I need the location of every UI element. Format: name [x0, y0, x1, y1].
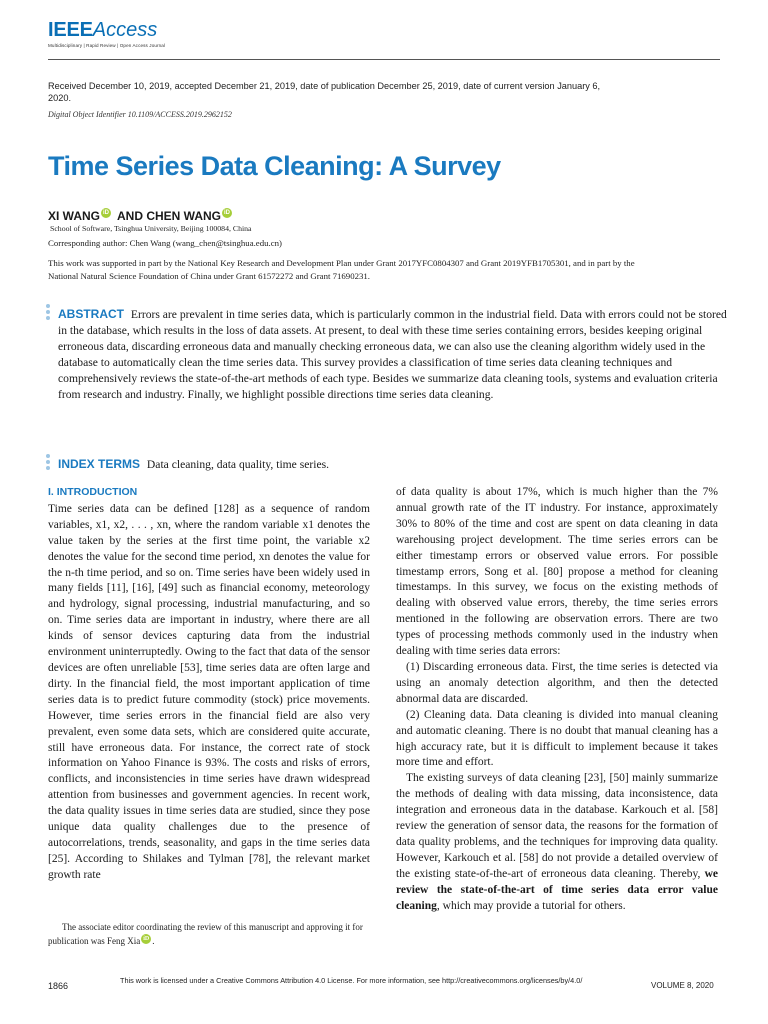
orcid-icon[interactable]: iD [143, 936, 150, 942]
index-terms [58, 456, 329, 473]
author-line [48, 208, 235, 224]
paragraph-text: The existing surveys of data cleaning [23], [50] mainly summarize the methods of dealing with data missing, data inconsistence, data integration and erroneous data in the database. Karkouch et al. [58] review the generation of sensor data, the reasons for the formation of data quality problems, and the techniques for improving data quality. However, Karkouch et al. [58] do not provide a detailed overview of the existing state-of-the-art of erroneous data cleaning. Thereby, [396, 772, 718, 880]
logo-wordmark [48, 18, 165, 42]
abstract-marker-icon [46, 304, 52, 322]
section-heading: I. INTRODUCTION [48, 486, 138, 498]
paragraph-text-end: , which may provide a tutorial for others. [436, 899, 626, 912]
affiliation: School of Software, Tsinghua University, Beijing 100084, China [50, 224, 252, 233]
received-dates: Received December 10, 2019, accepted December 21, 2019, date of publication December 25, 2019, date of current version January 6, 2020. [48, 81, 601, 103]
index-terms-label: INDEX TERMS [58, 457, 141, 471]
journal-logo [48, 18, 165, 50]
corresponding-author: Corresponding author: Chen Wang (wang_chen@tsinghua.edu.cn) [48, 238, 282, 248]
paragraph: (1) Discarding erroneous data. First, the time series is detected via using an anomaly detection algorithm, and then the detected abnormal data are discarded. [396, 660, 718, 705]
orcid-icon[interactable]: iD [103, 210, 110, 216]
volume-label: VOLUME 8, 2020 [651, 981, 714, 990]
author-name-1: XI WANG [48, 209, 101, 223]
paragraph [396, 771, 718, 914]
index-terms-marker-icon [46, 454, 52, 472]
logo-access: Access [92, 19, 158, 41]
header-rule [48, 59, 720, 60]
doi: Digital Object Identifier 10.1109/ACCESS.2019.2962152 [48, 110, 232, 119]
paragraph-emphasis: we review the state-of-the-art of time series data error value cleaning [396, 867, 719, 912]
paragraph: (2) Cleaning data. Data cleaning is divided into manual cleaning and automatic cleaning. There is no doubt that manual cleaning has a high accuracy rate, but it is difficult to implement because it takes more time and effort. [396, 708, 718, 769]
body-column-right [396, 485, 718, 914]
orcid-icon[interactable]: iD [224, 210, 231, 216]
footnote-end: . [152, 936, 155, 946]
page-number: 1866 [48, 981, 69, 991]
index-terms-text: Data cleaning, data quality, time series. [146, 458, 330, 471]
author-name-2: AND CHEN WANG [117, 209, 222, 223]
body-column-left [48, 485, 370, 884]
abstract-text: Errors are prevalent in time series data, which is particularly common in the industrial field. Data with errors could not be stored in the database, which results in the loss of data assets. At present, to deal with these time series containing errors, besides keeping original erroneous data, discarding erroneous data and manually checking erroneous data, we can also use the cleaning algorithm widely used in the database to automatically clean the time series data. This survey provides a classification of time series data cleaning techniques and comprehensively reviews the state-of-the-art methods of each type. Besides we summarize data cleaning tools, systems and evaluation criteria from research and industry. Finally, we highlight possible directions time series data cleaning. [58, 308, 727, 401]
logo-ieee: IEEE [48, 19, 93, 41]
paragraph: of data quality is about 17%, which is much higher than the 7% annual growth rate of the IT industry. For instance, approximately 30% to 80% of the time and cost are spent on data cleaning in data warehousing project development. The time series errors can be either timestamp errors or observed value errors. For possible timestamp errors, Song et al. [80] propose a method for cleaning timestamps. In this survey, we focus on the existing methods of dealing with observed value errors, thereby, the time series errors mentioned in the following are observation errors. There are two types of processing methods commonly used in the industry when dealing with time series data errors: [396, 486, 718, 658]
abstract [58, 306, 728, 403]
editor-footnote [48, 920, 370, 948]
license-note: This work is licensed under a Creative Commons Attribution 4.0 License. For more information, see http://creativecommons.org/licenses/by/4.0/ [120, 976, 583, 985]
logo-tagline: Multidisciplinary | Rapid Review | Open Access Journal [48, 43, 166, 48]
footnote-text: The associate editor coordinating the review of this manuscript and approving it for publication was Feng Xia [48, 922, 363, 946]
funding-note: This work was supported in part by the National Key Research and Development Plan under Grant 2017YFC0804307 and Grant 2019YFB1705301, and in part by the National Natural Science Foundation of China under Grant 61572272 and Grant 71690231. [48, 258, 635, 281]
abstract-label: ABSTRACT [58, 307, 124, 321]
paragraph: Time series data can be defined [128] as a sequence of random variables, x1, x2, . . . , xn, where the random variable x1 denotes the value taken by the series at the first time point, the variable x2 denotes the value for the second time period, xn denotes the value for the n-th time period, and so on. Time series have been widely used in many fields [11], [16], [49] such as financial economy, meteorology and hydrology, signal processing, industrial manufacturing, and so on. Time series data are important in industry, where there are all kinds of sensor devices capturing data from the industrial environment uninterruptedly. Owing to the fact that data of the sensor devices are often unreliable [53], time series data are often large and dirty. In the financial field, the most important application of time series data is to predict future commodity (stock) price movements. However, time series errors in the financial field are also very prevalent, even some data sets, which are considered quite accurate, still have erroneous data. For instance, the correct rate of stock information on Yahoo Finance is 93%. The costs and risks of errors, conflicts, and inconsistencies in time series have drawn widespread attention from businesses and government agencies. In recent work, the data quality issues in time series data are studied, since they pose unique data quality challenges due to the presence of autocorrelations, trends, seasonality, and gaps in the time series data [25]. According to Shilakes and Tylman [78], the relevant market growth rate [48, 502, 370, 881]
paper-title: Time Series Data Cleaning: A Survey [48, 151, 501, 181]
